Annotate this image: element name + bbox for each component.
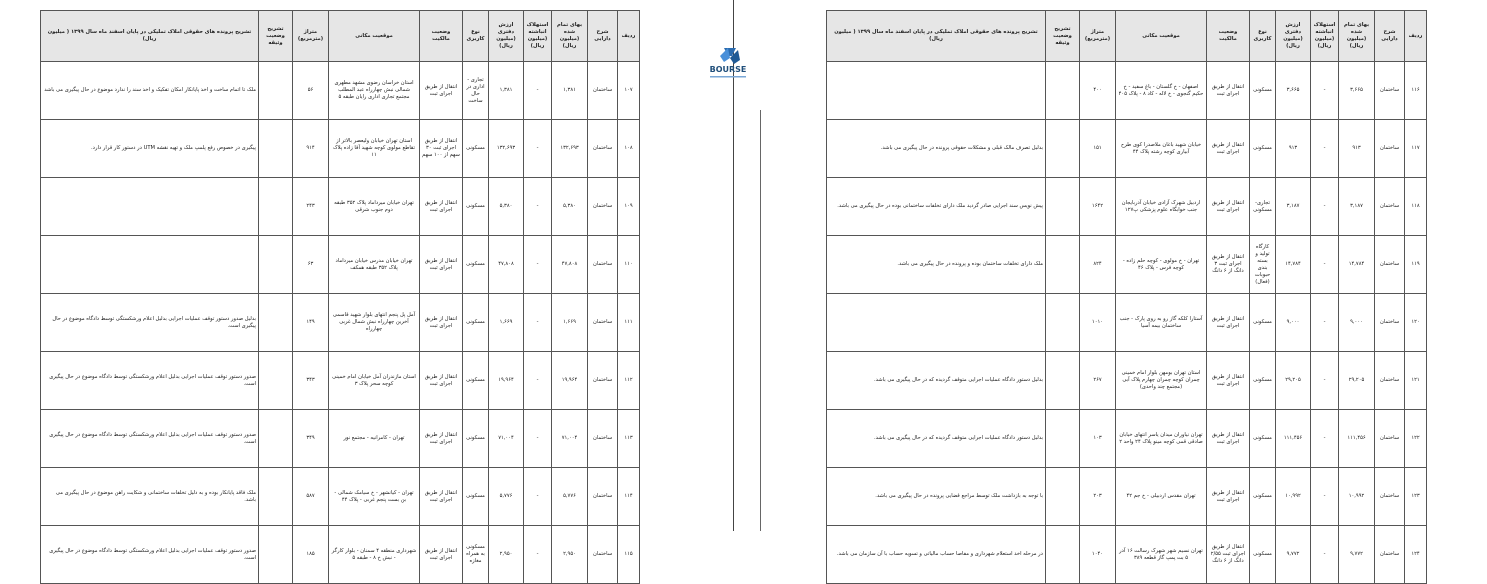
cell-depreciation: - <box>524 120 552 178</box>
cell-asset-type: ساختمان <box>588 62 618 120</box>
cell-book-value: ۹,۰۰۰ <box>1276 294 1311 352</box>
cell-area: ۴۰۰ <box>1080 62 1116 120</box>
cell-location: شهرداری منطقه ۴ سمنان - بلوار کارگر - نبش خ ۸ - طبقه ۵ <box>329 526 420 584</box>
cell-depreciation: - <box>1311 410 1339 468</box>
cell-row-number: ۱۲۲ <box>1405 410 1427 468</box>
table-row <box>41 352 640 410</box>
cell-area: ۹۱۴ <box>293 120 329 178</box>
cell-asset-type: ساختمان <box>588 236 618 294</box>
cell-area: ۵۶ <box>293 62 329 120</box>
cell-collateral-status <box>259 178 293 236</box>
cell-cost-value: ۲۹,۲۰۵ <box>1339 352 1375 410</box>
cell-cost-value: ۹,۷۷۲ <box>1339 526 1375 584</box>
cell-usage-type: تجاری- مسکونی <box>1250 178 1276 236</box>
header-legal-description: تشریح پرونده های حقوقی املاک تملیکی در پایان اسفند ماه سال ۱۳۹۹ ( میلیون ریال) <box>827 11 1046 62</box>
cell-asset-type: ساختمان <box>1375 352 1405 410</box>
cell-cost-value: ۱۹,۹۶۴ <box>552 352 588 410</box>
cell-book-value: ۱,۶۶۹ <box>489 294 524 352</box>
cell-row-number: ۱۱۱ <box>618 294 640 352</box>
cell-location: استان خراسان رضوی مشهد مطهری شمالی نبش چهارراه عبد المطلب مجتمع تجاری اداری رایان طبقه ۵ <box>329 62 420 120</box>
cell-asset-type: ساختمان <box>588 294 618 352</box>
cell-asset-type: ساختمان <box>588 352 618 410</box>
cell-usage-type: مسکونی <box>1250 62 1276 120</box>
cell-location: خیابان شهید باغان ملاصدرا کوی طرح آبیاری کوچه رشته پلاک ۴۴ <box>1116 120 1207 178</box>
cell-asset-type: ساختمان <box>1375 410 1405 468</box>
cell-book-value: ۱۳۲,۶۹۳ <box>489 120 524 178</box>
cell-collateral-status <box>259 526 293 584</box>
table-row <box>41 120 640 178</box>
cell-collateral-status <box>1046 178 1080 236</box>
cell-collateral-status <box>1046 120 1080 178</box>
cell-depreciation: - <box>524 178 552 236</box>
cell-collateral-status <box>1046 236 1080 294</box>
cell-legal-description: پیش نویس سند اجرایی صادر گردید ملک دارای تخلفات ساختمانی بوده در حال پیگیری می باشد. <box>827 178 1046 236</box>
cell-asset-type: ساختمان <box>1375 62 1405 120</box>
header-area: متراژ (مترمربع) <box>293 11 329 62</box>
cell-book-value: ۳,۶۶۵ <box>1276 62 1311 120</box>
cell-ownership-status: انتقال از طریق اجرای ثبت <box>420 352 463 410</box>
header-cost-value: بهای تمام شده (میلیون ریال) <box>552 11 588 62</box>
cell-row-number: ۱۰۹ <box>618 178 640 236</box>
table-row <box>41 468 640 526</box>
cell-asset-type: ساختمان <box>588 526 618 584</box>
cell-legal-description: صدور دستور توقف عملیات اجرایی بدلیل اعلام ورشکستگی توسط دادگاه موضوع در حال پیگیری است. <box>41 410 259 468</box>
cell-cost-value: ۷۱,۰۰۴ <box>552 410 588 468</box>
cell-legal-description: بدلیل دستور دادگاه عملیات اجرایی متوقف گردیده که در حال پیگیری می باشد. <box>827 352 1046 410</box>
cell-book-value: ۹,۷۷۲ <box>1276 526 1311 584</box>
cell-row-number: ۱۲۴ <box>1405 526 1427 584</box>
cell-depreciation: - <box>524 236 552 294</box>
cell-area: ۱۸۵ <box>293 526 329 584</box>
header-cost-value: بهای تمام شده (میلیون ریال) <box>1339 11 1375 62</box>
left-page <box>0 0 733 564</box>
cell-legal-description: ملک فاقد پایانکار بوده و به دلیل تخلفات ساختمانی و شکایت راهن موضوع در حال پیگیری می باشد. <box>41 468 259 526</box>
cell-ownership-status: انتقال از طریق اجرای ثبت ۳ دانگ از ۶ دانگ <box>1207 236 1250 294</box>
cell-area: ۱۰۳ <box>1080 410 1116 468</box>
cell-row-number: ۱۱۳ <box>618 410 640 468</box>
cell-book-value: ۱۹,۹۶۴ <box>489 352 524 410</box>
header-depreciation: استهلاک انباشته (میلیون ریال) <box>524 11 552 62</box>
header-location: موقعیت مکانی <box>1116 11 1207 62</box>
cell-usage-type: مسکونی <box>1250 120 1276 178</box>
cell-area: ۲۰۳ <box>1080 468 1116 526</box>
cell-collateral-status <box>1046 410 1080 468</box>
cell-usage-type: مسکونی <box>463 468 489 526</box>
cell-location: استان تهران خیابان ولیعصر بالاتر از تقاطع مولوی کوچه شهید آقا زاده پلاک ۱۱ <box>329 120 420 178</box>
cell-row-number: ۱۱۸ <box>1405 178 1427 236</box>
header-ownership-status: وضعیت مالکیت <box>1207 11 1250 62</box>
cell-legal-description <box>827 62 1046 120</box>
cell-location: تهران - کامرانیه - مجتمع نور <box>329 410 420 468</box>
cell-depreciation: - <box>1311 294 1339 352</box>
table-row <box>827 468 1427 526</box>
cell-location: تهران - خ مولوی - کوچه حلم زاده - کوچه فرس - پلاک ۴۶ <box>1116 236 1207 294</box>
cell-ownership-status: انتقال از طریق اجرای ثبت <box>420 294 463 352</box>
cell-usage-type: مسکونی <box>463 294 489 352</box>
cell-legal-description <box>41 236 259 294</box>
cell-legal-description: بدلیل تصرف مالک قبلی و مشکلات حقوقی پرونده در حال پیگیری می باشد. <box>827 120 1046 178</box>
cell-cost-value: ۱۴,۷۸۴ <box>1339 236 1375 294</box>
cell-ownership-status: انتقال از طریق اجرای ثبت <box>420 410 463 468</box>
table-header-row <box>827 11 1427 62</box>
header-depreciation: استهلاک انباشته (میلیون ریال) <box>1311 11 1339 62</box>
cell-depreciation: - <box>524 294 552 352</box>
header-asset-type: شرح دارایی <box>1375 11 1405 62</box>
header-collateral-status: تشریح وضعیت وثیقه <box>259 11 293 62</box>
cell-area: ۱۴۹ <box>293 294 329 352</box>
cell-collateral-status <box>1046 526 1080 584</box>
cell-cost-value: ۱,۳۸۱ <box>552 62 588 120</box>
cell-collateral-status <box>1046 62 1080 120</box>
header-collateral-status: تشریح وضعیت وثیقه <box>1046 11 1080 62</box>
cell-collateral-status <box>259 352 293 410</box>
cell-book-value: ۱۰,۹۹۲ <box>1276 468 1311 526</box>
table-row <box>41 236 640 294</box>
cell-depreciation: - <box>524 352 552 410</box>
cell-usage-type: تجاری - اداری در حال ساخت <box>463 62 489 120</box>
bourse-logo-icon <box>698 44 758 86</box>
right-page <box>761 0 1487 564</box>
cell-usage-type: مسکونی <box>463 410 489 468</box>
cell-area: ۸۲۴ <box>1080 236 1116 294</box>
cell-location: آمل پل پنجم انتهای بلوار شهید قاسمی آخرین چهارراه نبش شمال غربی چهارراه <box>329 294 420 352</box>
cell-cost-value: ۱۰,۹۹۲ <box>1339 468 1375 526</box>
cell-usage-type: مسکونی <box>1250 468 1276 526</box>
cell-area: ۳۴۳ <box>293 352 329 410</box>
cell-depreciation: - <box>524 468 552 526</box>
cell-location: تهران - کیانشهر - خ سیامک شمالی - بن بست پنجم غربی - پلاک ۴۴ <box>329 468 420 526</box>
cell-ownership-status: انتقال از طریق اجرای ثبت <box>1207 352 1250 410</box>
cell-book-value: ۱۴,۷۸۴ <box>1276 236 1311 294</box>
cell-asset-type: ساختمان <box>588 178 618 236</box>
cell-ownership-status: انتقال از طریق اجرای ثبت <box>1207 468 1250 526</box>
cell-legal-description: با توجه به بازداشت ملک توسط مراجع قضایی پرونده در حال پیگیری می باشد. <box>827 468 1046 526</box>
cell-usage-type: مسکونی <box>1250 410 1276 468</box>
cell-book-value: ۵,۳۸۰ <box>489 178 524 236</box>
cell-asset-type: ساختمان <box>1375 236 1405 294</box>
cell-row-number: ۱۱۹ <box>1405 236 1427 294</box>
cell-usage-type: مسکونی <box>463 352 489 410</box>
cell-depreciation: - <box>1311 352 1339 410</box>
cell-area: ۱۰۱۰ <box>1080 294 1116 352</box>
cell-legal-description: صدور دستور توقف عملیات اجرایی بدلیل اعلام ورشکستگی توسط دادگاه موضوع در حال پیگیری است. <box>41 352 259 410</box>
table-row <box>41 410 640 468</box>
cell-area: ۲۶۷ <box>1080 352 1116 410</box>
cell-cost-value: ۱۱۱,۴۵۶ <box>1339 410 1375 468</box>
cell-ownership-status: انتقال از طریق اجرای ثبت <box>1207 410 1250 468</box>
table-header-row <box>41 11 640 62</box>
header-legal-description: تشریح پرونده های حقوقی املاک تملیکی در پایان اسفند ماه سال ۱۳۹۹ ( میلیون ریال) <box>41 11 259 62</box>
cell-ownership-status: انتقال از طریق اجرای ثبت <box>420 526 463 584</box>
cell-book-value: ۴۷,۸۰۸ <box>489 236 524 294</box>
cell-ownership-status: انتقال از طریق اجرای ثبت <box>420 236 463 294</box>
header-usage-type: نوع کاربری <box>1250 11 1276 62</box>
cell-depreciation: - <box>1311 62 1339 120</box>
cell-book-value: ۹۱۳ <box>1276 120 1311 178</box>
cell-location: تهران مقدس اردبیلی - خ جم ۴۲ <box>1116 468 1207 526</box>
header-ownership-status: وضعیت مالکیت <box>420 11 463 62</box>
cell-row-number: ۱۲۳ <box>1405 468 1427 526</box>
cell-collateral-status <box>259 410 293 468</box>
cell-ownership-status: انتقال از طریق اجرای ثبت <box>1207 62 1250 120</box>
cell-legal-description <box>827 294 1046 352</box>
bourse-logo <box>698 44 758 86</box>
cell-area: ۶۳ <box>293 236 329 294</box>
cell-row-number: ۱۰۸ <box>618 120 640 178</box>
cell-collateral-status <box>259 294 293 352</box>
cell-location: استان مازندران آمل خیابان امام خمینی کوچه سحر پلاک ۳ <box>329 352 420 410</box>
cell-row-number: ۱۱۵ <box>618 526 640 584</box>
cell-collateral-status <box>259 468 293 526</box>
header-book-value: ارزش دفتری (میلیون ریال) <box>1276 11 1311 62</box>
cell-cost-value: ۱,۶۶۹ <box>552 294 588 352</box>
cell-book-value: ۵,۷۷۶ <box>489 468 524 526</box>
cell-legal-description: ملک دارای تخلفات ساختمان بوده و پرونده در حال پیگیری می باشد. <box>827 236 1046 294</box>
cell-legal-description: در مرحله اخذ استعلام شهرداری و مفاصا حساب مالیاتی و تسویه حساب با آن سازمان می باشد. <box>827 526 1046 584</box>
cell-legal-description: ملک تا اتمام ساخت و اخذ پایانکار امکان تفکیک و اخذ سند را ندارد موضوع در حال پیگیری می باشد <box>41 62 259 120</box>
cell-row-number: ۱۱۴ <box>618 468 640 526</box>
cell-location: تهران خیابان میرداماد پلاک ۳۵۲ طبقه دوم جنوب شرقی <box>329 178 420 236</box>
cell-legal-description: صدور دستور توقف عملیات اجرایی بدلیل اعلام ورشکستگی توسط دادگاه موضوع در حال پیگیری است. <box>41 526 259 584</box>
cell-ownership-status: انتقال از طریق اجرای ثبت <box>420 178 463 236</box>
table-row <box>827 236 1427 294</box>
cell-book-value: ۷۱,۰۰۴ <box>489 410 524 468</box>
header-usage-type: نوع کاربری <box>463 11 489 62</box>
cell-row-number: ۱۲۰ <box>1405 294 1427 352</box>
cell-cost-value: ۹۱۳ <box>1339 120 1375 178</box>
cell-collateral-status <box>259 120 293 178</box>
header-row-number: ردیف <box>1405 11 1427 62</box>
cell-usage-type: مسکونی <box>1250 294 1276 352</box>
cell-cost-value: ۳,۱۸۷ <box>1339 178 1375 236</box>
cell-row-number: ۱۲۱ <box>1405 352 1427 410</box>
cell-book-value: ۳,۱۸۷ <box>1276 178 1311 236</box>
table-row <box>827 526 1427 584</box>
cell-asset-type: ساختمان <box>1375 526 1405 584</box>
cell-ownership-status: انتقال از طریق اجرای ثبت ۳۰ سهم از ۱۰۰ سهم <box>420 120 463 178</box>
cell-row-number: ۱۱۷ <box>1405 120 1427 178</box>
cell-cost-value: ۱۳۲,۶۹۳ <box>552 120 588 178</box>
cell-collateral-status <box>1046 352 1080 410</box>
cell-location: تهران نسیم شهر شهرک رسالت ۱۶ آذر ۵ بت پمپ گاز قطعه ۳۸۹ <box>1116 526 1207 584</box>
right-property-table <box>826 10 1427 584</box>
cell-location: استان تهران بومهن بلوار امام خمینی چمران کوچه چمران چهارم پلاک آبی (مجتمع چند واحدی) <box>1116 352 1207 410</box>
cell-depreciation: - <box>1311 526 1339 584</box>
cell-area: ۱۵۱ <box>1080 120 1116 178</box>
cell-collateral-status <box>1046 468 1080 526</box>
table-row <box>41 62 640 120</box>
cell-collateral-status <box>259 62 293 120</box>
table-row <box>827 62 1427 120</box>
header-area: متراژ (مترمربع) <box>1080 11 1116 62</box>
cell-location: تهران خیابان مدرس خیابان میرداماد پلاک ۳۵۲ طبقه همکف <box>329 236 420 294</box>
cell-area: ۱۶۴۲ <box>1080 178 1116 236</box>
cell-cost-value: ۲,۹۵۰ <box>552 526 588 584</box>
cell-cost-value: ۳,۶۶۵ <box>1339 62 1375 120</box>
header-book-value: ارزش دفتری (میلیون ریال) <box>489 11 524 62</box>
table-row <box>41 178 640 236</box>
cell-legal-description <box>41 178 259 236</box>
cell-location: تهران نیاوران میدان یاسر انتهای خیابان صادقی قمی کوچه مینو پلاک ۲۴ واحد ۲ <box>1116 410 1207 468</box>
cell-collateral-status <box>1046 294 1080 352</box>
cell-area: ۲۴۳ <box>293 178 329 236</box>
table-row <box>827 410 1427 468</box>
cell-asset-type: ساختمان <box>588 410 618 468</box>
cell-book-value: ۱,۳۸۱ <box>489 62 524 120</box>
cell-row-number: ۱۱۰ <box>618 236 640 294</box>
cell-ownership-status: انتقال از طریق اجرای ثبت <box>1207 178 1250 236</box>
cell-row-number: ۱۱۲ <box>618 352 640 410</box>
table-row <box>41 526 640 584</box>
cell-depreciation: - <box>524 62 552 120</box>
cell-row-number: ۱۱۶ <box>1405 62 1427 120</box>
cell-ownership-status: انتقال از طریق اجرای ثبت ۲/۵۵ دانگ از ۶ دانگ <box>1207 526 1250 584</box>
cell-depreciation: - <box>1311 178 1339 236</box>
cell-depreciation: - <box>1311 468 1339 526</box>
table-row <box>827 294 1427 352</box>
cell-legal-description: بدلیل دستور دادگاه عملیات اجرایی متوقف گردیده که در حال پیگیری می باشد. <box>827 410 1046 468</box>
table-row <box>827 178 1427 236</box>
cell-area: ۳۴۹ <box>293 410 329 468</box>
cell-cost-value: ۹,۰۰۰ <box>1339 294 1375 352</box>
cell-area: ۵۸۷ <box>293 468 329 526</box>
cell-area: ۱۰۴۰ <box>1080 526 1116 584</box>
table-row <box>41 294 640 352</box>
header-location: موقعیت مکانی <box>329 11 420 62</box>
header-asset-type: شرح دارایی <box>588 11 618 62</box>
cell-location: اصفهان - خ گلستان - باغ سفید - خ حکیم گنجوی - خ لاله - کاد ۸ - پلاک ۴۰۵ <box>1116 62 1207 120</box>
cell-usage-type: مسکونی <box>463 178 489 236</box>
cell-row-number: ۱۰۷ <box>618 62 640 120</box>
cell-location: آستارا کلکه گاز رو به روی پارک - جنب ساختمان بیمه آسیا <box>1116 294 1207 352</box>
cell-ownership-status: انتقال از طریق اجرای ثبت <box>1207 120 1250 178</box>
cell-usage-type: مسکونی به همراه مغازه <box>463 526 489 584</box>
cell-usage-type: مسکونی <box>463 236 489 294</box>
table-row <box>827 352 1427 410</box>
cell-usage-type: کارگاه تولید و بسته بندی حبوبات (فعال) <box>1250 236 1276 294</box>
cell-asset-type: ساختمان <box>1375 120 1405 178</box>
cell-legal-description: بدلیل صدور دستور توقف عملیات اجرایی بدلیل اعلام ورشکستگی توسط دادگاه موضوع در حال پیگیری است. <box>41 294 259 352</box>
cell-legal-description: پیگیری در خصوص رفع پلمپ ملک و تهیه نقشه UTM در دستور کار قرار دارد. <box>41 120 259 178</box>
cell-depreciation: - <box>1311 236 1339 294</box>
cell-depreciation: - <box>524 526 552 584</box>
cell-location: اردبیل شهرک آزادی خیابان آذربایجان جنب خوابگاه علوم پزشکی پ۱۲۷ <box>1116 178 1207 236</box>
cell-ownership-status: انتقال از طریق اجرای ثبت <box>420 468 463 526</box>
left-property-table <box>40 10 640 584</box>
cell-collateral-status <box>259 236 293 294</box>
cell-cost-value: ۴۷,۸۰۸ <box>552 236 588 294</box>
svg-text:BOURSE: BOURSE <box>709 65 747 74</box>
cell-ownership-status: انتقال از طریق اجرای ثبت <box>420 62 463 120</box>
cell-book-value: ۲,۹۵۰ <box>489 526 524 584</box>
cell-asset-type: ساختمان <box>1375 294 1405 352</box>
cell-asset-type: ساختمان <box>588 468 618 526</box>
cell-usage-type: مسکونی <box>1250 352 1276 410</box>
cell-cost-value: ۵,۷۷۶ <box>552 468 588 526</box>
cell-asset-type: ساختمان <box>1375 468 1405 526</box>
cell-ownership-status: انتقال از طریق اجرای ثبت <box>1207 294 1250 352</box>
cell-asset-type: ساختمان <box>1375 178 1405 236</box>
cell-usage-type: مسکونی <box>1250 526 1276 584</box>
table-row <box>827 120 1427 178</box>
cell-depreciation: - <box>524 410 552 468</box>
cell-cost-value: ۵,۳۸۰ <box>552 178 588 236</box>
cell-book-value: ۱۱۱,۴۵۶ <box>1276 410 1311 468</box>
cell-book-value: ۲۹,۲۰۵ <box>1276 352 1311 410</box>
header-row-number: ردیف <box>618 11 640 62</box>
cell-usage-type: مسکونی <box>463 120 489 178</box>
cell-asset-type: ساختمان <box>588 120 618 178</box>
cell-depreciation: - <box>1311 120 1339 178</box>
